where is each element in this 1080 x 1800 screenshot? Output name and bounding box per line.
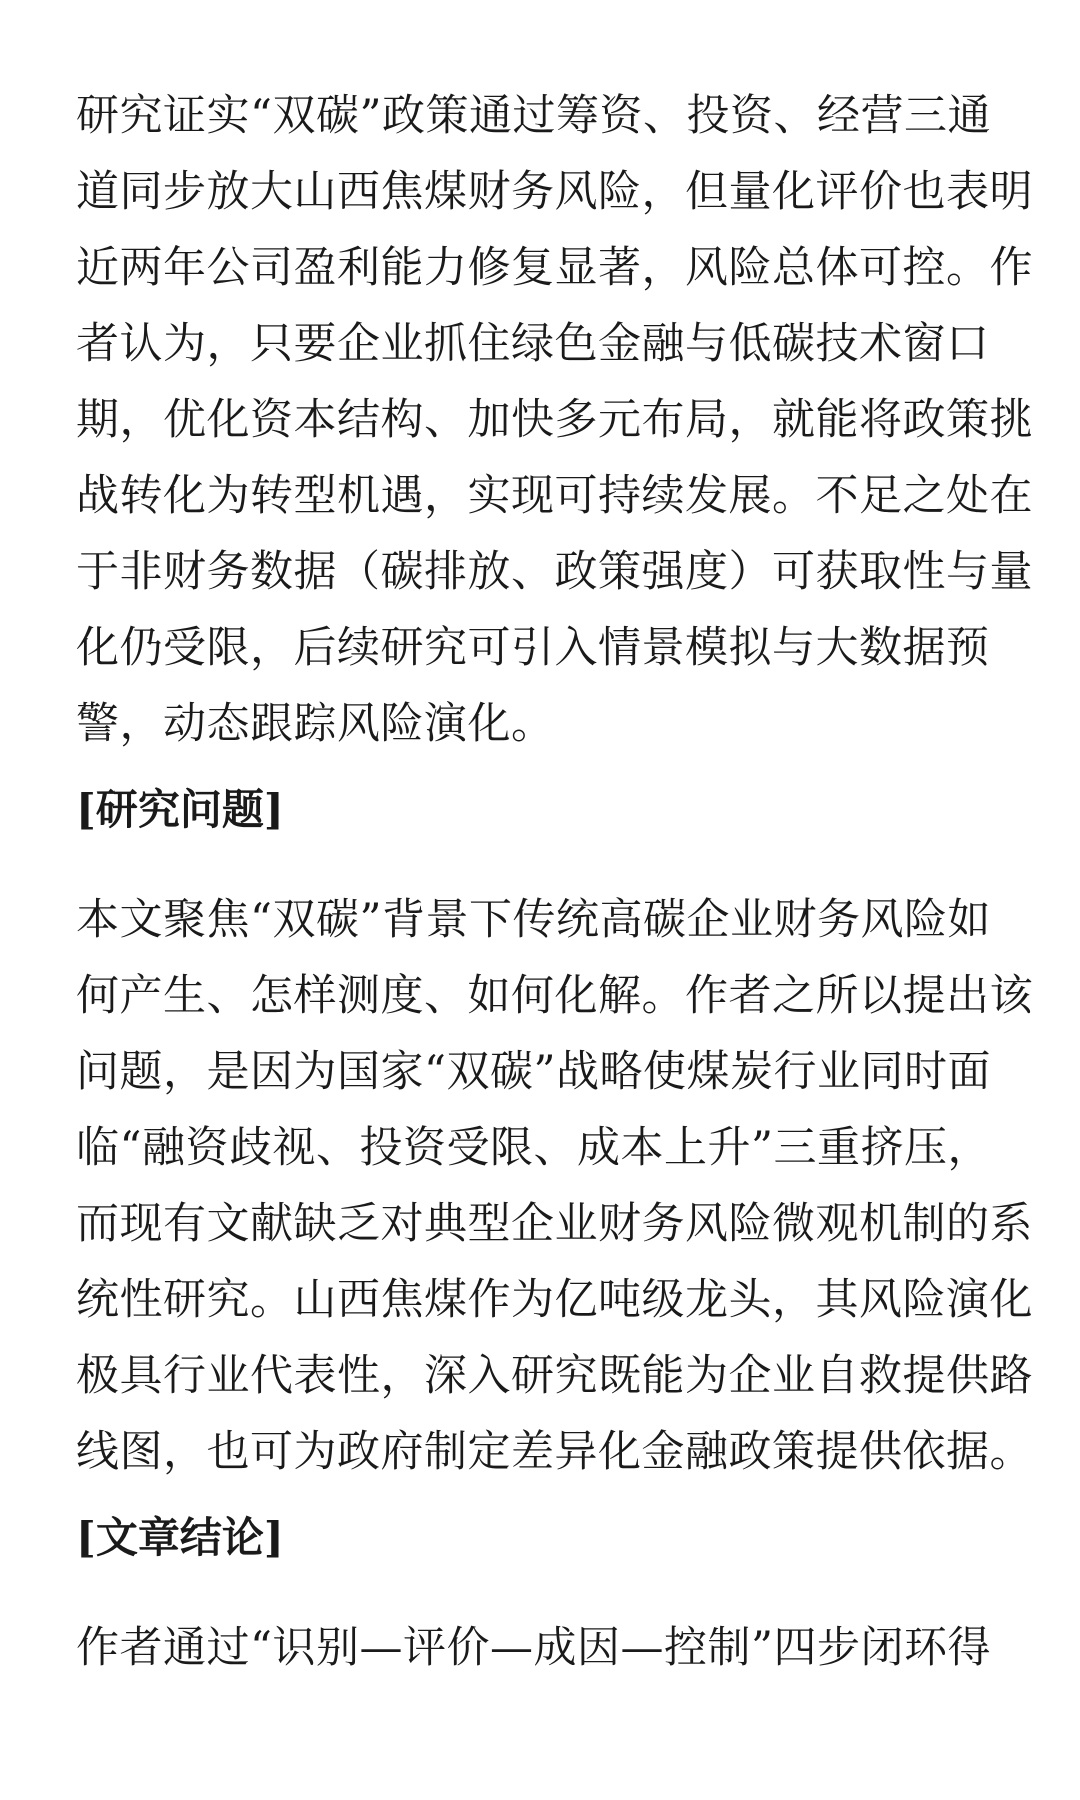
text-line: 本文聚焦“双碳”背景下传统高碳企业财务风险如 xyxy=(76,895,991,945)
text-line: 何产生、怎样测度、如何化解。作者之所以提出该 xyxy=(76,971,1033,1021)
text-line: 研究证实“双碳”政策通过筹资、投资、经营三通 xyxy=(76,91,991,141)
text-line: 极具行业代表性，深入研究既能为企业自救提供路 xyxy=(76,1351,1033,1401)
text-line: 者认为，只要企业抓住绿色金融与低碳技术窗口 xyxy=(76,319,990,369)
text-line: 统性研究。山西焦煤作为亿吨级龙头，其风险演化 xyxy=(76,1275,1033,1325)
text-line: 近两年公司盈利能力修复显著，风险总体可控。作 xyxy=(76,243,1033,293)
text-line: 道同步放大山西焦煤财务风险，但量化评价也表明 xyxy=(76,167,1033,217)
paragraph-research-question xyxy=(76,882,1033,1490)
text-line: 作者通过“识别—评价—成因—控制”四步闭环得 xyxy=(76,1623,991,1673)
text-line: 问题，是因为国家“双碳”战略使煤炭行业同时面 xyxy=(76,1047,991,1097)
text-line: 而现有文献缺乏对典型企业财务风险微观机制的系 xyxy=(76,1199,1033,1249)
text-line: 线图，也可为政府制定差异化金融政策提供依据。 xyxy=(76,1427,1033,1477)
text-line: 战转化为转型机遇，实现可持续发展。不足之处在 xyxy=(76,471,1033,521)
text-line: 化仍受限，后续研究可引入情景模拟与大数据预 xyxy=(76,623,990,673)
text-line: 于非财务数据（碳排放、政策强度）可获取性与量 xyxy=(76,547,1033,597)
paragraph-research-findings xyxy=(76,78,1033,762)
text-line: 临“融资歧视、投资受限、成本上升”三重挤压， xyxy=(76,1123,991,1173)
section-heading-conclusion: [文章结论] xyxy=(76,1513,284,1562)
text-line: 期，优化资本结构、加快多元布局，就能将政策挑 xyxy=(76,395,1033,445)
section-heading-research-question: [研究问题] xyxy=(76,785,284,834)
text-line: 警，动态跟踪风险演化。 xyxy=(76,699,555,749)
paragraph-conclusion xyxy=(76,1610,991,1686)
